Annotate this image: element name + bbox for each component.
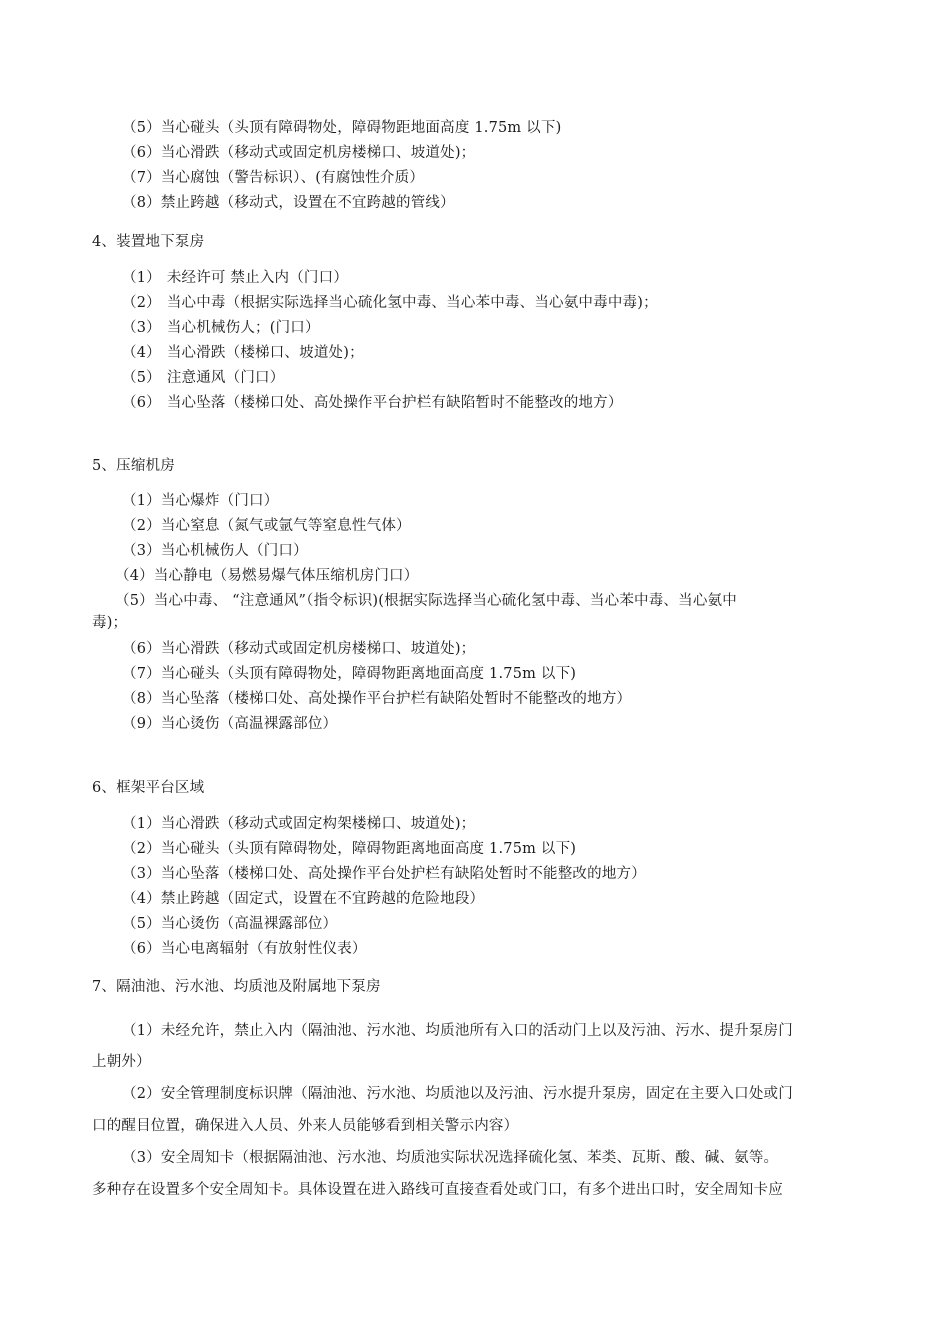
list-item: （2） 当心中毒（根据实际选择当心硫化氢中毒、当心苯中毒、当心氨中毒中毒)；	[122, 295, 658, 311]
list-item: （3）当心坠落（楼梯口处、高处操作平台处护栏有缺陷处暂时不能整改的地方）	[122, 866, 646, 882]
list-item: （6） 当心坠落（楼梯口处、高处操作平台护栏有缺陷暂时不能整改的地方）	[122, 395, 623, 411]
list-item: （2）当心碰头（头顶有障碍物处，障碍物距离地面高度 1.75m 以下)	[122, 841, 577, 857]
paragraph-line: 口的醒目位置，确保进入人员、外来人员能够看到相关警示内容）	[92, 1118, 519, 1134]
list-item: （7）当心腐蚀（警告标识）、(有腐蚀性介质）	[122, 170, 425, 186]
list-item: （3） 当心机械伤人；(门口）	[122, 320, 320, 336]
list-item: （1）当心爆炸（门口）	[122, 493, 279, 509]
section-heading: 4、装置地下泵房	[92, 234, 205, 250]
list-item: （2）当心窒息（氮气或氩气等窒息性气体）	[122, 518, 411, 534]
list-item: （4）禁止跨越（固定式，设置在不宜跨越的危险地段）	[122, 891, 485, 907]
list-item: （8）禁止跨越（移动式，设置在不宜跨越的管线）	[122, 195, 455, 211]
list-item: （9）当心烫伤（高温裸露部位）	[122, 716, 338, 732]
section-heading: 6、框架平台区域	[92, 780, 205, 796]
list-item: （5）当心中毒、 “注意通风”（指令标识)(根据实际选择当心硫化氢中毒、当心苯中毒、当心氨中	[115, 593, 737, 609]
list-item: （6）当心电离辐射（有放射性仪表）	[122, 941, 367, 957]
paragraph-line: 上朝外）	[92, 1054, 151, 1070]
list-item: （6）当心滑跌（移动式或固定机房楼梯口、坡道处)；	[122, 145, 476, 161]
list-item: （8）当心坠落（楼梯口处、高处操作平台护栏有缺陷处暂时不能整改的地方）	[122, 691, 632, 707]
paragraph-line: 多种存在设置多个安全周知卡。具体设置在进入路线可直接查看处或门口，有多个进出口时，安全周知卡应	[92, 1182, 783, 1198]
list-item: （1） 未经许可 禁止入内（门口）	[122, 270, 349, 286]
section-heading: 5、压缩机房	[92, 458, 175, 474]
list-item: （4） 当心滑跌（楼梯口、坡道处)；	[122, 345, 364, 361]
paragraph-line: （1）未经允许，禁止入内（隔油池、污水池、均质池所有入口的活动门上以及污油、污水、提升泵房门	[122, 1023, 793, 1039]
paragraph-line: （2）安全管理制度标识牌（隔油池、污水池、均质池以及污油、污水提升泵房，固定在主要入口处或门	[122, 1086, 793, 1102]
list-item: （1）当心滑跌（移动式或固定构架楼梯口、坡道处)；	[122, 816, 476, 832]
paragraph-line: （3）安全周知卡（根据隔油池、污水池、均质池实际状况选择硫化氢、苯类、瓦斯、酸、碱、氨等。	[122, 1150, 779, 1166]
section-heading: 7、隔油池、污水池、均质池及附属地下泵房	[92, 979, 381, 995]
list-item: （5） 注意通风（门口）	[122, 370, 285, 386]
list-item: （7）当心碰头（头顶有障碍物处，障碍物距离地面高度 1.75m 以下)	[122, 666, 577, 682]
list-item: （5）当心碰头（头顶有障碍物处，障碍物距地面高度 1.75m 以下)	[122, 120, 562, 136]
list-item: （3）当心机械伤人（门口）	[122, 543, 308, 559]
list-item-continuation: 毒)；	[92, 615, 128, 631]
list-item: （4）当心静电（易燃易爆气体压缩机房门口）	[115, 568, 419, 584]
list-item: （6）当心滑跌（移动式或固定机房楼梯口、坡道处)；	[122, 641, 476, 657]
list-item: （5）当心烫伤（高温裸露部位）	[122, 916, 338, 932]
